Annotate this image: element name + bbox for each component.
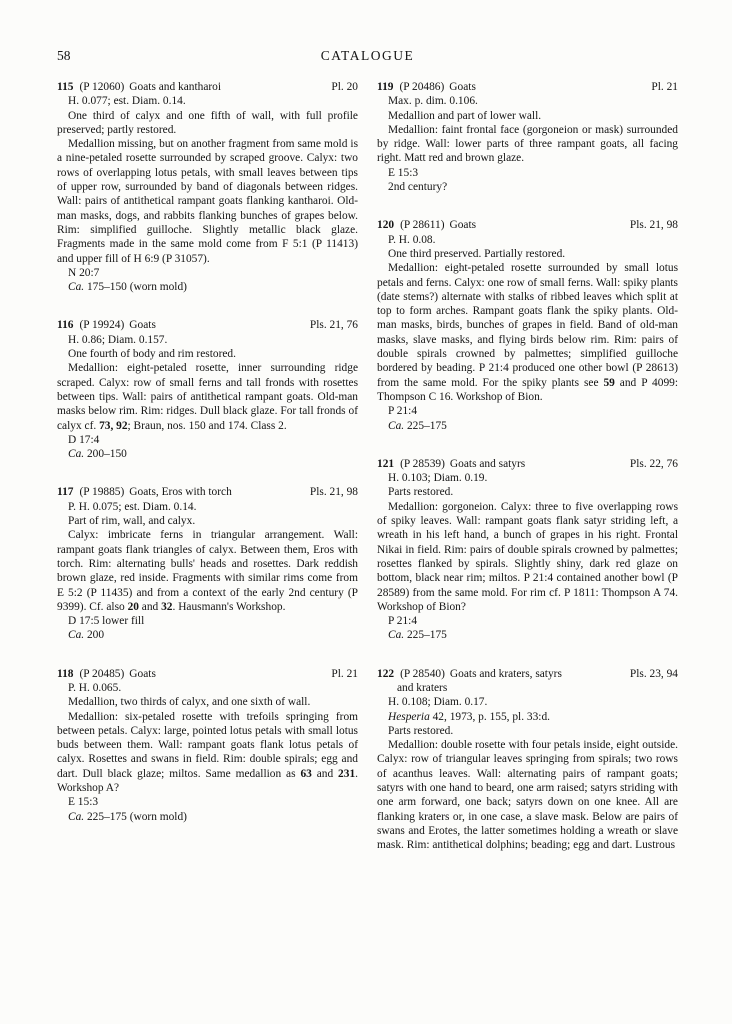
entry-paragraph: Ca. 200 — [68, 629, 105, 642]
entry-title: Goats and kantharoi — [129, 81, 222, 93]
entry-paragraph: Medallion missing, but on another fragment from same mold is a nine-petaled rosette surrounded by scraped groove. Calyx: two rows of overlapping lotus petals, with small leaves between tips of upper row, surrounded by band of diagonals between ridges. Wall: pairs of antithetical rampant goats flanking kantharoi. Old-man masks, dogs, and rabbits flanking bunches of grapes below. Rim: simplified guilloche. Slightly metallic black glaze. Fragments made in the same mold come from F 5:1 (P 11413) and upper fill of H 6:9 (P 31057). — [57, 138, 358, 265]
page-title: CATALOGUE — [320, 48, 415, 63]
entry-paragraph: One fourth of body and rim restored. — [68, 348, 236, 361]
entry-number: 118 — [57, 667, 74, 680]
catalogue-entry — [57, 80, 358, 294]
catalogue-entry — [377, 457, 678, 643]
left-column — [57, 80, 358, 877]
entry-paragraph: Part of rim, wall, and calyx. — [68, 515, 196, 528]
entry-paragraph: P. H. 0.08. — [388, 233, 436, 246]
entry-inventory-number: (P 28540) — [400, 667, 445, 680]
entry-paragraph: Medallion, two thirds of calyx, and one sixth of wall. — [68, 696, 311, 709]
entry-paragraphs — [57, 333, 358, 462]
entry-paragraphs — [377, 94, 678, 194]
entry-paragraph: P 21:4 — [388, 405, 418, 418]
entry-paragraph: One third preserved. Partially restored. — [388, 247, 566, 260]
entry-paragraph: Medallion: eight-petaled rosette, inner surrounding ridge scraped. Calyx: row of small ferns and tall fronds with rosettes between tips. Wall: pairs of antithetical rampant goats. Old-man masks below rim. Rim: ridges. Dull black glaze. For tall fronds of calyx cf. 73, 92; Braun, nos. 150 and 174. Class 2. — [57, 362, 358, 432]
entry-paragraph: P. H. 0.075; est. Diam. 0.14. — [68, 500, 197, 513]
entry-plate-reference: Pls. 21, 76 — [309, 319, 358, 332]
page-number: 58 — [57, 48, 71, 63]
entry-plate-reference: Pl. 21 — [331, 667, 358, 680]
entry-paragraph: D 17:5 lower fill — [68, 615, 145, 628]
entry-paragraph: Hesperia 42, 1973, p. 155, pl. 33:d. — [388, 710, 551, 723]
entry-plate-reference: Pls. 23, 94 — [629, 667, 678, 680]
entry-paragraph: Medallion and part of lower wall. — [388, 109, 542, 122]
entry-paragraph: P 21:4 — [388, 615, 418, 628]
entry-paragraph: 2nd century? — [388, 181, 448, 194]
entry-title-continued: and kraters — [397, 681, 448, 694]
entry-paragraphs — [57, 500, 358, 643]
entry-paragraph: H. 0.86; Diam. 0.157. — [68, 333, 168, 346]
entry-paragraph: H. 0.103; Diam. 0.19. — [388, 472, 488, 485]
catalogue-entry — [377, 80, 678, 194]
entry-plate-reference: Pls. 22, 76 — [629, 457, 678, 470]
entry-plate-reference: Pls. 21, 98 — [629, 219, 678, 232]
catalogue-entry — [57, 318, 358, 461]
entry-paragraphs — [377, 695, 678, 852]
entry-title: Goats and satyrs — [449, 457, 526, 470]
entry-inventory-number: (P 28539) — [400, 457, 445, 470]
entry-plate-reference: Pl. 20 — [331, 81, 358, 93]
entry-heading — [377, 667, 678, 681]
entry-paragraph: E 15:3 — [68, 796, 99, 809]
catalogue-entry — [377, 667, 678, 853]
entry-number: 122 — [377, 667, 395, 680]
entry-plate-reference: Pls. 21, 98 — [309, 486, 358, 499]
entry-inventory-number: (P 28611) — [400, 219, 445, 232]
catalogue-entry — [57, 485, 358, 642]
entry-heading — [57, 667, 358, 681]
entry-plate-reference: Pl. 21 — [651, 81, 678, 93]
right-column — [377, 80, 678, 877]
entry-paragraph: Ca. 225–175 — [388, 629, 447, 642]
entry-paragraphs — [377, 233, 678, 433]
entry-paragraph: Medallion: double rosette with four petals inside, eight outside. Calyx: row of triangular leaves springing from spirals; two rows of acanthus leaves. Wall: alternating pairs of rampant goats; satyrs with one hand to beard, one arm raised; satyrs striding with one arm forward, one back; satyrs down on one knee. All are flanking kraters or, in one case, a slave mask. Below are pairs of swans and Erotes, the latter sometimes holding a wreath or slave mask. Rim: antithetical dolphins; beading; egg and dart. Lustrous — [377, 739, 678, 852]
entry-paragraph: D 17:4 — [68, 433, 100, 446]
entry-heading — [377, 80, 678, 94]
entry-paragraph: Parts restored. — [388, 724, 454, 737]
entry-paragraph: Max. p. dim. 0.106. — [388, 95, 478, 108]
catalogue-entry — [57, 667, 358, 824]
entry-inventory-number: (P 20485) — [79, 667, 125, 680]
entry-number: 116 — [57, 319, 74, 332]
entry-paragraph: E 15:3 — [388, 166, 419, 179]
entry-heading — [377, 457, 678, 471]
entry-paragraph: Medallion: gorgoneion. Calyx: three to five overlapping rows of spiky leaves. Wall: rampant goats flank satyr striding left, a wreath in his left hand, a bunch of grapes in his right. Frontal Nikai in field. Rim: pairs of double spirals crowned by palmettes; rosettes flanked by spirals. Slightly shiny, dark red glaze on bottom, black near rim; miltos. P 21:4 contained another bowl (P 28589) from the same mold. For rim cf. P 1811: Thompson A 74. Workshop of Bion? — [377, 500, 678, 613]
entry-paragraph: Medallion: faint frontal face (gorgoneion or mask) surrounded by ridge. Wall: lower parts of three rampant goats, all facing right. Matt red and brown glaze. — [377, 123, 678, 165]
entry-paragraph: Parts restored. — [388, 486, 454, 499]
entry-paragraph: Ca. 225–175 (worn mold) — [68, 810, 187, 823]
entry-paragraphs — [57, 681, 358, 824]
entry-inventory-number: (P 19924) — [79, 319, 125, 332]
entry-inventory-number: (P 12060) — [79, 81, 125, 93]
entry-paragraph: Calyx: imbricate ferns in triangular arrangement. Wall: rampant goats flank triangles of calyx. Between them, Eros with torch. Rim: alternating bulls' heads and rosettes. Dark reddish brown glaze, red inside. Fragments with similar rims come from E 5:2 (P 11435) and from a context of the early 2nd century (P 9399). Cf. also 20 and 32. Hausmann's Workshop. — [57, 529, 358, 613]
entry-title: Goats, Eros with torch — [129, 486, 232, 499]
entry-paragraph: H. 0.108; Diam. 0.17. — [388, 696, 488, 709]
entry-heading — [377, 218, 678, 232]
entry-paragraphs — [57, 94, 358, 294]
entry-number: 119 — [377, 81, 394, 93]
entry-number: 117 — [57, 486, 74, 499]
entry-paragraph: H. 0.077; est. Diam. 0.14. — [68, 95, 186, 108]
entry-paragraph: Ca. 225–175 — [388, 419, 447, 432]
entry-title: Goats and kraters, satyrs — [449, 667, 562, 680]
entry-title: Goats — [129, 319, 156, 332]
entry-paragraph: Medallion: six-petaled rosette with trefoils springing from between petals. Calyx: large, pointed lotus petals with small lotus buds between them. Wall: rampant goats flank lotus petals of calyx. Rosettes and swans in field. Rim: double spirals; egg and dart. Dull black glaze; miltos. Same medallion as 63 and 231. Workshop A? — [57, 710, 358, 795]
entry-title: Goats — [129, 667, 156, 680]
entry-inventory-number: (P 19885) — [79, 486, 125, 499]
entry-heading — [57, 80, 358, 94]
entry-title: Goats — [449, 81, 476, 93]
page-header — [57, 48, 678, 64]
entry-number: 115 — [57, 81, 74, 93]
text-columns — [57, 80, 678, 877]
entry-paragraph: Ca. 200–150 — [68, 448, 127, 461]
entry-number: 121 — [377, 457, 395, 470]
entry-heading — [57, 318, 358, 332]
entry-heading — [57, 485, 358, 499]
entry-paragraph: Ca. 175–150 (worn mold) — [68, 281, 187, 294]
catalogue-entry — [377, 218, 678, 432]
entry-paragraph: One third of calyx and one fifth of wall, with full profile preserved; partly restored. — [57, 109, 358, 136]
entry-paragraph: N 20:7 — [68, 266, 100, 279]
entry-paragraphs — [377, 471, 678, 643]
entry-title: Goats — [449, 219, 477, 232]
entry-paragraph: Medallion: eight-petaled rosette surrounded by small lotus petals and ferns. Calyx: one row of small ferns. Wall: spiky plants (date stems?) alternate with stalks of ribbed leaves which split at top to form arches. Rampant goats flank the spiky plants. Old-man masks, birds, bunches of grapes in field. Band of old-man masks, slave masks, and flying birds below rim. Rim: pairs of double spirals crowned by palmettes; simplified guilloche bordered by beading. P 21:4 produced one other bowl (P 28613) from the same mold. For the spiky plants see 59 and P 4099: Thompson C 16. Workshop of Bion. — [377, 262, 678, 403]
entry-paragraph: P. H. 0.065. — [68, 681, 122, 694]
page-content — [57, 48, 678, 877]
entry-number: 120 — [377, 219, 395, 232]
entry-inventory-number: (P 20486) — [399, 81, 445, 93]
